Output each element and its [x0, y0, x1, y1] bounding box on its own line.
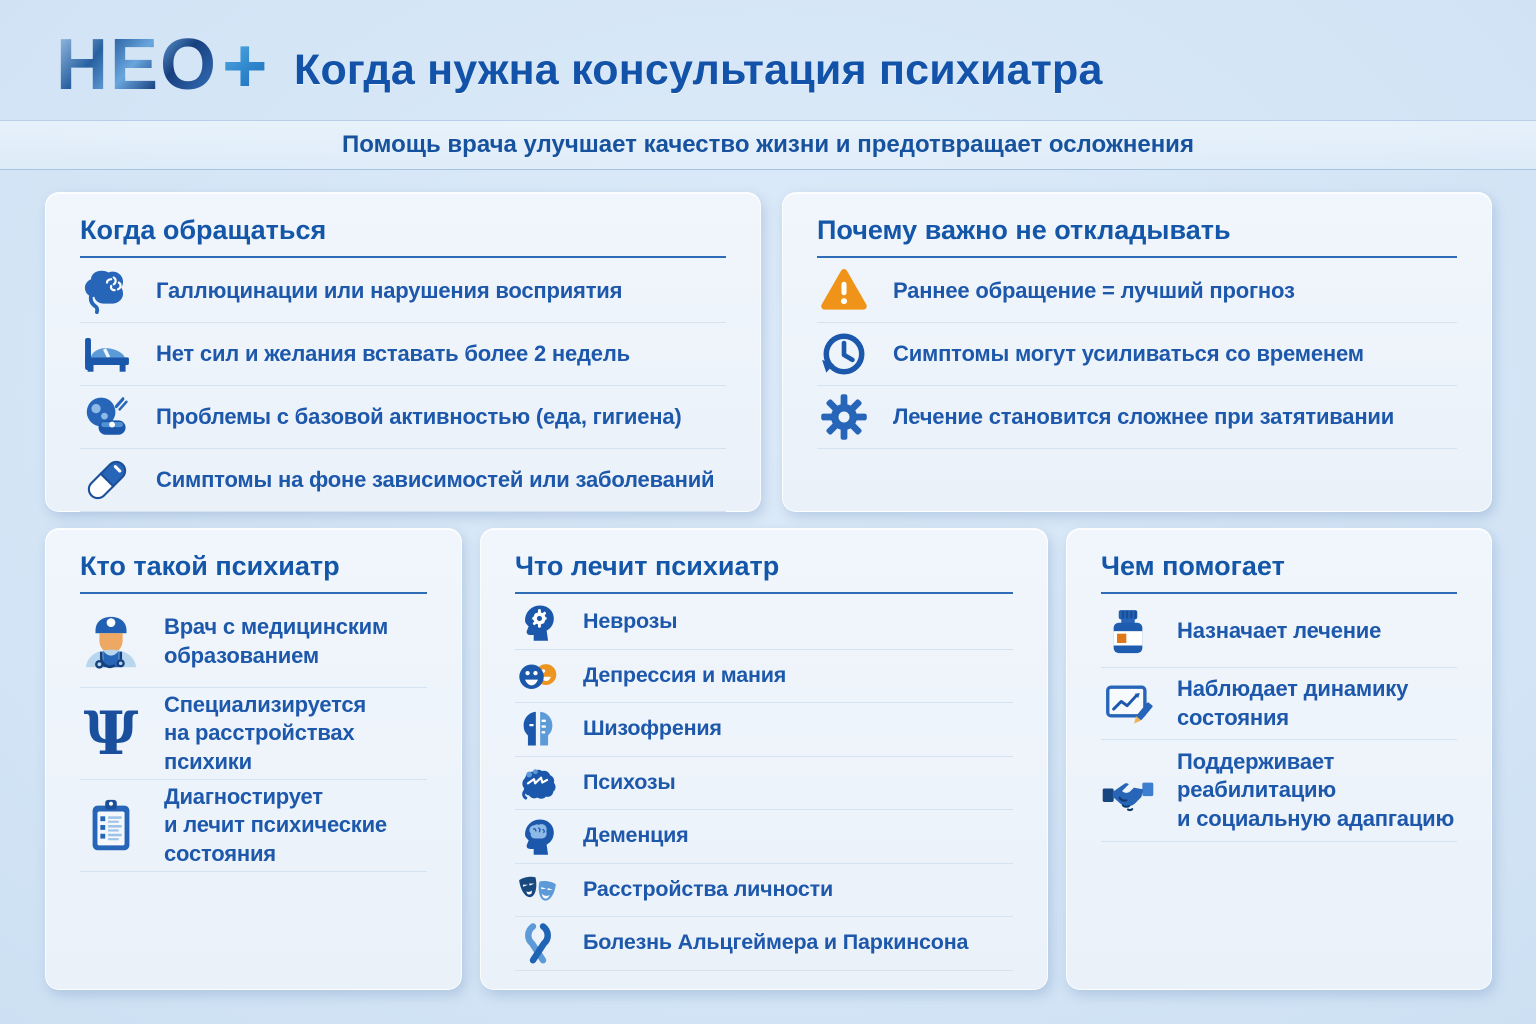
list-item [80, 780, 427, 872]
list-item-text: Наблюдает динамику состояния [1177, 676, 1409, 730]
clipboard-icon [80, 795, 142, 857]
list-item-text: Симптомы на фоне зависимостей или заболеваний [156, 466, 715, 492]
list-item [515, 650, 1013, 704]
list-item-text: Врач с медицинским образованием [164, 614, 389, 668]
list-item-text: Симптомы могут усиливаться со временем [893, 340, 1364, 366]
list-item-text: Неврозы [583, 609, 678, 634]
list-item [80, 260, 726, 323]
card-title: Чем помогает [1101, 551, 1457, 594]
card-list [1101, 596, 1457, 842]
masks-icon [515, 867, 561, 913]
card-how-helps [1066, 528, 1492, 990]
bed-icon [80, 327, 134, 381]
list-item [80, 449, 726, 512]
list-item [515, 596, 1013, 650]
subtitle-band [0, 120, 1536, 170]
brain-crack-icon [515, 760, 561, 806]
list-item [817, 386, 1457, 449]
list-item-text: Нет сил и желания вставать более 2 недель [156, 340, 630, 366]
card-title: Кто такой психиатр [80, 551, 427, 594]
list-item [817, 260, 1457, 323]
clock-history-icon [817, 327, 871, 381]
list-item-text: Психозы [583, 769, 676, 794]
card-who-is-psychiatrist [45, 528, 462, 990]
doctor-icon [80, 611, 142, 673]
list-item-text: Специализируется на расстройствах психики [164, 692, 367, 774]
handshake-icon [1101, 764, 1155, 818]
card-title: Когда обращаться [80, 215, 726, 258]
card-list [515, 596, 1013, 971]
list-item-text: Проблемы с базовой активностью (еда, гигиена) [156, 403, 682, 429]
card-what-treats [480, 528, 1048, 990]
card-list [80, 260, 726, 512]
list-item [515, 864, 1013, 918]
list-item-text: Диагностирует и лечит психические состояния [164, 784, 387, 866]
logo-text: НЕО [56, 25, 219, 105]
page-subtitle: Помощь врача улучшает качество жизни и предотвращает осложнения [342, 131, 1194, 158]
list-item [515, 810, 1013, 864]
list-item-text: Раннее обращение = лучший прогноз [893, 277, 1295, 303]
list-item [80, 596, 427, 688]
bottle-icon [1101, 605, 1155, 659]
list-item [80, 323, 726, 386]
head-gear-icon [515, 599, 561, 645]
logo [56, 21, 268, 109]
list-item-text: Назначает лечение [1177, 618, 1382, 644]
list-item [515, 757, 1013, 811]
list-item-text: Болезнь Альцгеймера и Паркинсона [583, 930, 969, 955]
faces-icon [515, 653, 561, 699]
card-when-to-seek [45, 192, 761, 512]
logo-plus-icon: + [222, 21, 268, 109]
chart-icon [1101, 677, 1155, 731]
page-title: Когда нужна консультация психиатра [294, 46, 1103, 94]
gear-icon [817, 390, 871, 444]
list-item-text: Депрессия и мания [583, 662, 787, 687]
card-list [817, 260, 1457, 449]
pill-icon [80, 453, 134, 507]
card-why-not-delay [782, 192, 1492, 512]
psi-icon: Ψ [83, 698, 139, 769]
list-item [515, 917, 1013, 971]
list-item [515, 703, 1013, 757]
card-title: Что лечит психиатр [515, 551, 1013, 594]
list-item [1101, 668, 1457, 740]
warning-icon [817, 264, 871, 318]
card-title: Почему важно не откладывать [817, 215, 1457, 258]
list-item-text: Деменция [583, 823, 689, 848]
ribbon-icon [515, 920, 561, 966]
list-item [80, 688, 427, 780]
split-head-icon [515, 706, 561, 752]
list-item-text: Лечение становится сложнее при затятивании [893, 403, 1395, 429]
list-item-text: Шизофрения [583, 716, 722, 741]
list-item-text: Поддерживает реабилитацию и социальную адапгацию [1177, 749, 1455, 831]
list-item [1101, 740, 1457, 842]
card-list [80, 596, 427, 872]
brain-icon [80, 264, 134, 318]
list-item [817, 323, 1457, 386]
head-brain-icon [515, 813, 561, 859]
list-item [80, 386, 726, 449]
list-item-text: Галлюцинации или нарушения восприятия [156, 277, 623, 303]
list-item [1101, 596, 1457, 668]
meal-hygiene-icon [80, 390, 134, 444]
list-item-text: Расстройства личности [583, 876, 833, 901]
